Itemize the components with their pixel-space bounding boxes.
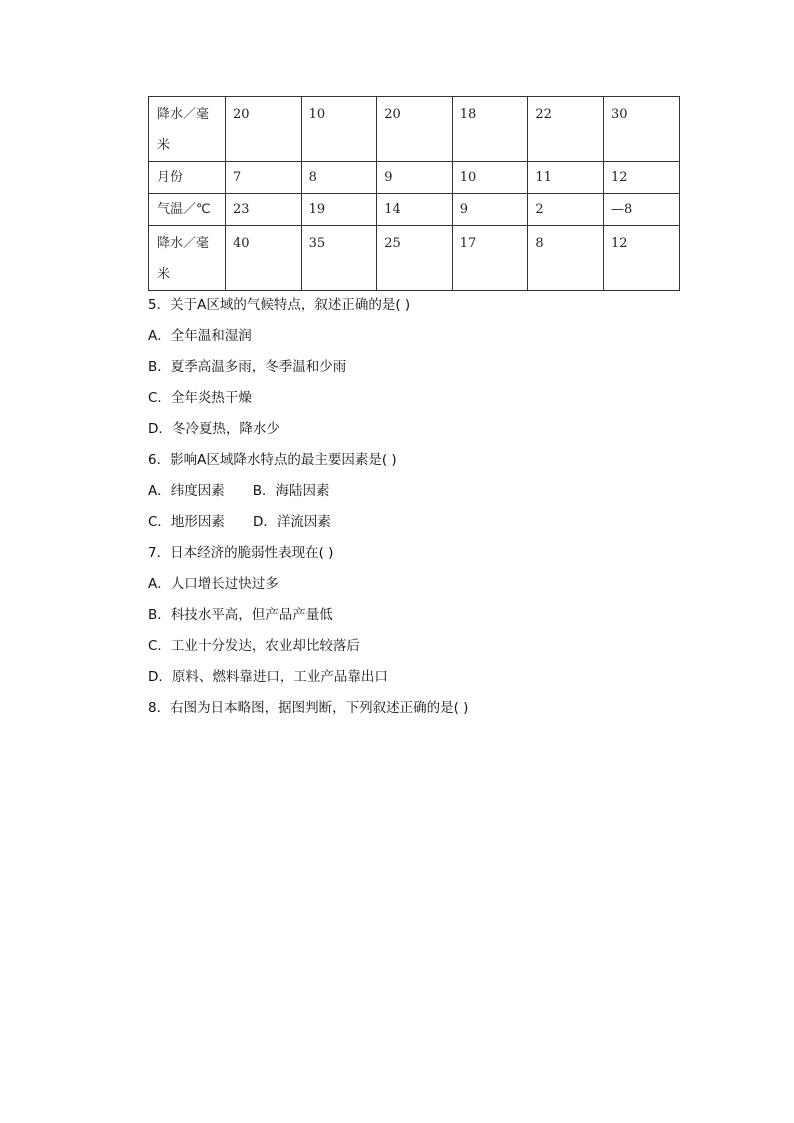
table-cell: 40 [226,226,302,291]
table-cell: 2 [528,194,604,226]
question-stem: 7．日本经济的脆弱性表现在( ) [148,545,334,561]
row-label: 降水／毫米 [149,226,226,291]
option-line [148,414,688,445]
answer-option: B．海陆因素 [252,483,330,499]
answer-option: A．全年温和湿润 [148,328,252,344]
option-line [148,631,688,662]
table-cell: 8 [528,226,604,291]
table-cell: 23 [226,194,302,226]
answer-option: C．工业十分发达，农业却比较落后 [148,638,360,654]
option-line [148,321,688,352]
option-line [148,476,688,507]
answer-option: A．人口增长过快过多 [148,576,279,592]
answer-option: B．夏季高温多雨，冬季温和少雨 [148,359,347,375]
option-line [148,662,688,693]
table-cell: 17 [452,226,528,291]
table-cell: —8 [603,194,679,226]
table-cell: 14 [377,194,453,226]
option-line [148,507,688,538]
table-cell: 9 [452,194,528,226]
table-cell: 12 [603,162,679,194]
row-label: 月份 [149,162,226,194]
question-list [148,290,688,724]
option-line [148,352,688,383]
answer-option: A．纬度因素 [148,483,225,499]
answer-option: D．冬冷夏热，降水少 [148,421,280,437]
table-row [149,162,680,194]
row-label: 气温／℃ [149,194,226,226]
table-cell: 18 [452,97,528,162]
question-stem: 8．右图为日本略图，据图判断，下列叙述正确的是( ) [148,700,469,716]
table-cell: 12 [603,226,679,291]
answer-option: C．地形因素 [148,514,225,530]
table-cell: 35 [301,226,377,291]
answer-option: D．原料、燃料靠进口，工业产品靠出口 [148,669,388,685]
answer-option: B．科技水平高，但产品产量低 [148,607,333,623]
climate-table [148,96,680,291]
answer-option: D．洋流因素 [252,514,331,530]
table-cell: 22 [528,97,604,162]
question-stem: 6．影响A区域降水特点的最主要因素是( ) [148,452,397,468]
table-cell: 19 [301,194,377,226]
question-stem: 5．关于A区域的气候特点，叙述正确的是( ) [148,297,411,313]
table-cell: 8 [301,162,377,194]
table-cell: 25 [377,226,453,291]
row-label: 降水／毫米 [149,97,226,162]
table-cell: 10 [452,162,528,194]
table-cell: 11 [528,162,604,194]
option-line [148,600,688,631]
table-row [149,97,680,162]
table-cell: 20 [226,97,302,162]
answer-option: C．全年炎热干燥 [148,390,252,406]
option-line [148,569,688,600]
table-cell: 30 [603,97,679,162]
table-cell: 10 [301,97,377,162]
table-cell: 20 [377,97,453,162]
option-line [148,383,688,414]
table-cell: 7 [226,162,302,194]
table-cell: 9 [377,162,453,194]
table-row [149,226,680,291]
table-row [149,194,680,226]
